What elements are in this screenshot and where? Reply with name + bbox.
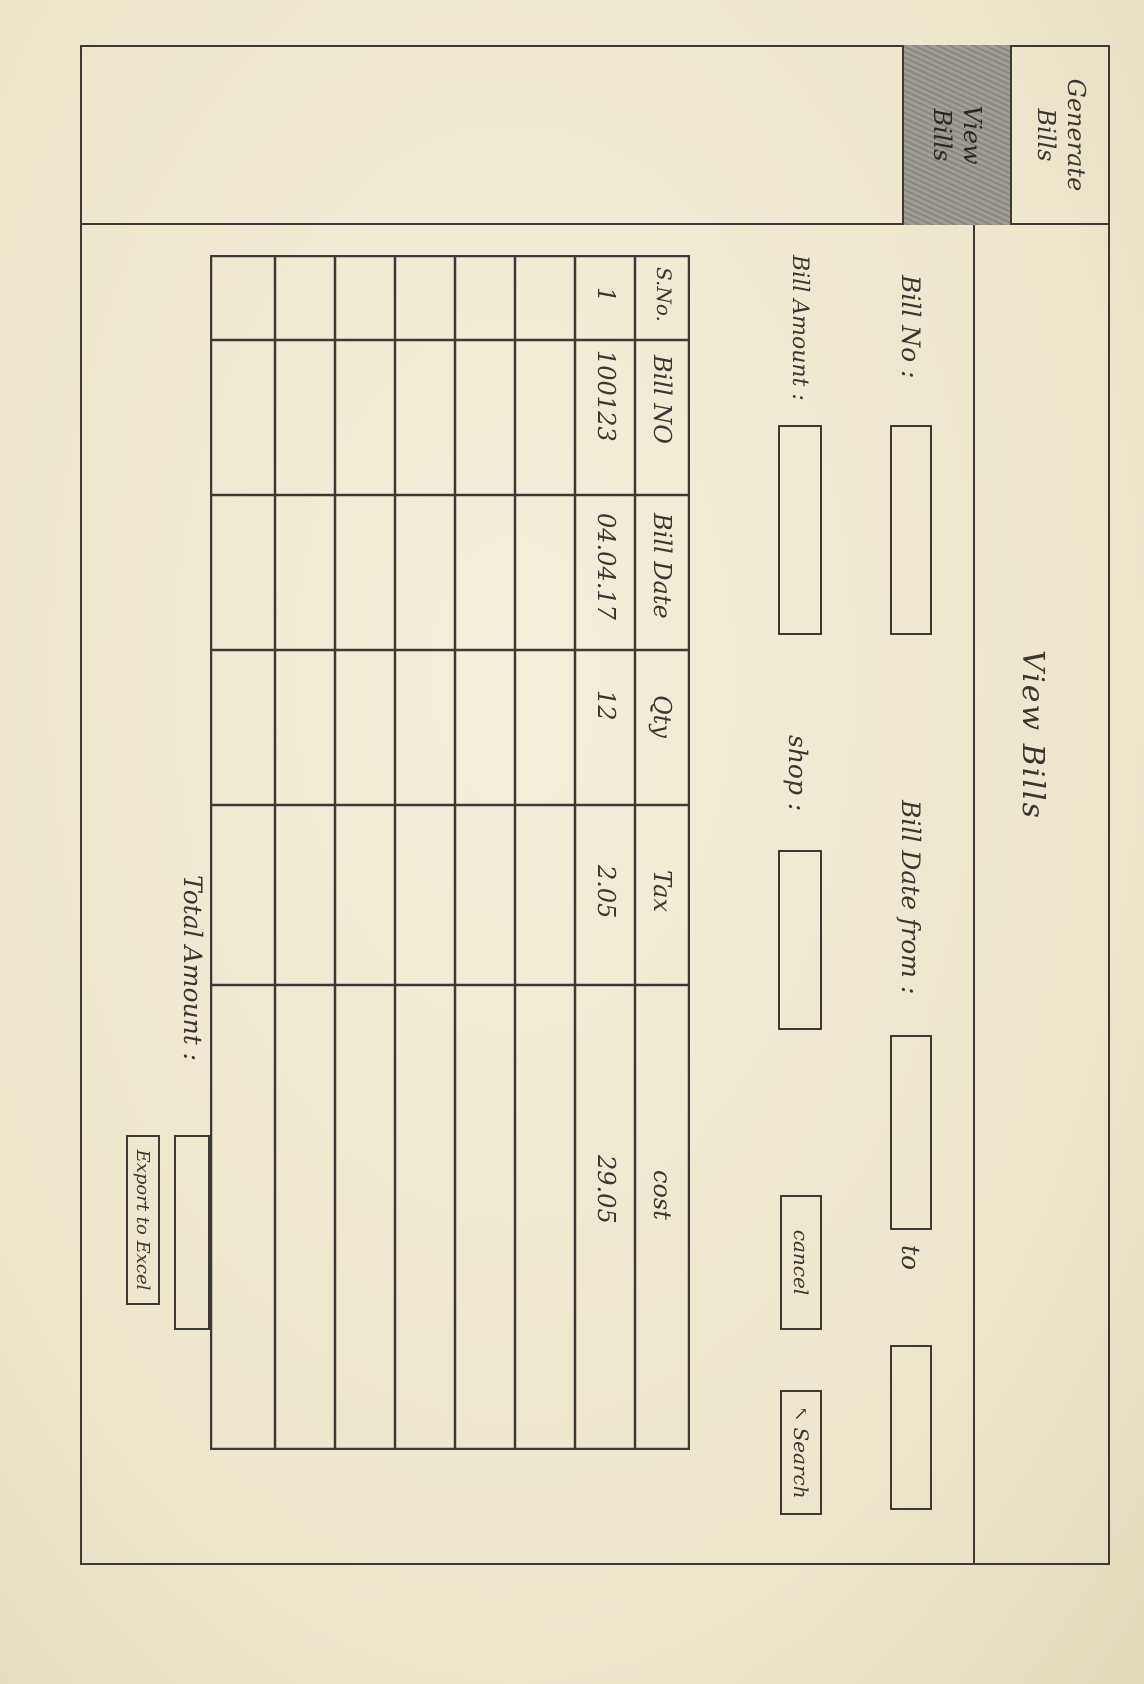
table-cell: 12: [592, 690, 620, 721]
column-header-tax: Tax: [648, 870, 676, 912]
sidebar: [80, 45, 1110, 225]
date-to-label: to: [896, 1245, 925, 1271]
search-button[interactable]: [780, 1390, 822, 1515]
export-to-excel-button[interactable]: Export to Excel: [126, 1135, 160, 1305]
cancel-button[interactable]: cancel: [780, 1195, 822, 1330]
shop-label: shop :: [783, 735, 812, 812]
table-cell: 2.05: [592, 865, 620, 919]
total-amount-label: Total Amount :: [178, 875, 207, 1062]
column-header-qty: Qty: [648, 695, 676, 738]
app-window: [80, 45, 1110, 1565]
column-header-cost: cost: [648, 1170, 676, 1220]
shop-input[interactable]: [778, 850, 822, 1030]
table-cell: 1: [592, 287, 620, 303]
bill-amount-label: Bill Amount :: [787, 255, 812, 401]
cursor-arrow-icon: ↖: [790, 1406, 812, 1422]
total-amount-field: [174, 1135, 210, 1330]
sidebar-item-label: Generate Bills: [1032, 78, 1090, 192]
bill-no-label: Bill No :: [896, 275, 925, 379]
search-button-label: Search: [789, 1427, 813, 1499]
column-header-bill-no: Bill NO: [648, 355, 676, 444]
sidebar-item-view-bills[interactable]: [902, 45, 1010, 225]
header-divider: [973, 45, 975, 1565]
page-title: View Bills: [1015, 650, 1050, 820]
column-header-sno: S.No.: [652, 267, 676, 322]
table-cell: 100123: [592, 350, 620, 442]
bill-date-from-label: Bill Date from :: [896, 800, 925, 995]
table-cell: 04.04.17: [592, 513, 620, 620]
column-header-bill-date: Bill Date: [648, 513, 676, 619]
bills-table: [210, 255, 690, 1450]
sidebar-item-generate-bills[interactable]: [1010, 45, 1110, 225]
bill-date-to-input[interactable]: [890, 1345, 932, 1510]
bill-amount-input[interactable]: [778, 425, 822, 635]
sidebar-item-label: View Bills: [928, 105, 986, 165]
bill-no-input[interactable]: [890, 425, 932, 635]
table-cell: 29.05: [592, 1155, 620, 1224]
bill-date-from-input[interactable]: [890, 1035, 932, 1230]
